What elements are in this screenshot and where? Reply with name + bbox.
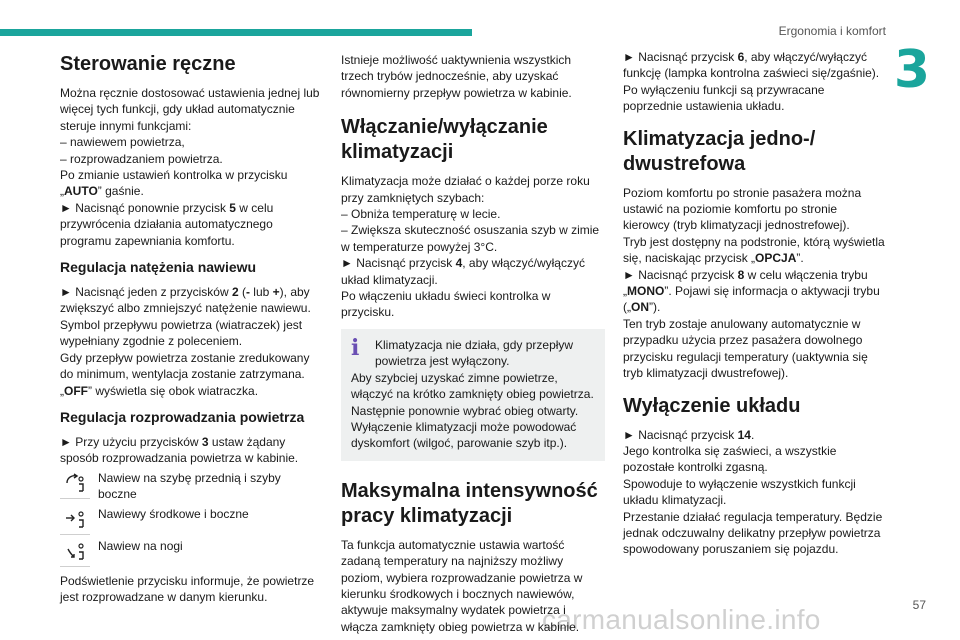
paragraph: Po wyłączeniu funkcji są przywracane poprzednie ustawienia układu. [623, 82, 825, 114]
feet-vent-icon [60, 537, 90, 567]
paragraph: Gdy przepływ powietrza zostanie zredukowany do minimum, wentylacja zostanie zatrzymana. [60, 350, 310, 382]
instruction: ► Nacisnąć ponownie przycisk 5 w celu przywrócenia działania automatycznego programu zapewniania komfortu. [60, 200, 274, 248]
info-text: Wyłączenie klimatyzacji może powodować dyskomfort (wilgoć, parowanie szyb itp.). [351, 419, 577, 451]
column-2 [341, 52, 605, 635]
list-item: – Obniża temperaturę w lecie. [341, 207, 501, 222]
heading-air-distribution: Regulacja rozprowadzania powietrza [60, 408, 305, 425]
instruction: ► Nacisnąć przycisk 14. [623, 427, 755, 442]
paragraph: Poziom komfortu po stronie pasażera można ustawić na poziomie komfortu po stronie kierowcy (tryb klimatyzacji jednostrefowej). [623, 185, 862, 233]
instruction: ► Nacisnąć przycisk 4, aby włączyć/wyłączyć układ klimatyzacji. [341, 256, 585, 287]
info-text: Aby szybciej uzyskać zimne powietrze, włączyć na krótko zamknięty obieg powietrza. Następnie ponownie wybrać obieg otwarty. [351, 370, 594, 418]
instruction: ► Przy użyciu przycisków 3 ustaw żądany sposób rozprowadzania powietrza w kabinie. [60, 434, 299, 466]
heading-manual-control: Sterowanie ręczne [60, 53, 236, 75]
heading-max-ac: Maksymalna intensywność pracy klimatyzacji [341, 479, 598, 527]
heading-ac-on-off: Włączanie/wyłączanie klimatyzacji [341, 116, 548, 164]
vent-option-feet [60, 537, 322, 567]
windshield-vent-icon [60, 469, 90, 499]
paragraph: Symbol przepływu powietrza (wiatraczek) jest wypełniany zgodnie z poleceniem. [60, 317, 303, 349]
list-item: – nawiewem powietrza, [60, 135, 185, 150]
paragraph: Podświetlenie przycisku informuje, że powietrze jest rozprowadzane w danym kierunku. [60, 573, 315, 604]
chapter-number: 3 [893, 40, 930, 100]
heading-single-dual-zone: Klimatyzacja jedno-/ dwustrefowa [623, 127, 816, 175]
paragraph: Ta funkcja automatycznie ustawia wartość zadaną temperatury na najniższy możliwy poziom, wybiera rozprowadzanie powietrza w kierunku środkowych i bocznych nawiewów, aktywuje maksymalny wydatek powietrza i włącza zamknięty obieg powietrza w kabinie. [341, 537, 583, 634]
paragraph: Po włączeniu układu świeci kontrolka w przycisku. [341, 289, 551, 320]
section-title: Ergonomia i komfort [778, 24, 886, 38]
watermark: carmanualsonline.info [542, 604, 821, 635]
paragraph: Istnieje możliwość uaktywnienia wszystkich trzech trybów jednocześnie, aby uzyskać równomierny przepływ powietrza w kabinie. [341, 53, 572, 100]
header-accent-bar [0, 29, 472, 36]
paragraph: Można ręcznie dostosować ustawienia jednej lub więcej tych funkcji, gdy układ automatycznie steruje innymi funkcjami: [60, 86, 320, 133]
vent-option-windshield [60, 469, 322, 503]
instruction: ► Nacisnąć przycisk 8 w celu włączenia trybu „MONO”. Pojawi się informacja o aktywacji trybu („ON”). [623, 267, 880, 315]
paragraph: Ten tryb zostaje anulowany automatycznie w przypadku użycia przez pasażera dowolnego przycisku regulacji temperatury (uaktywnia się tryb klimatyzacji dwustrefowej). [623, 316, 868, 381]
column-3 [623, 49, 885, 558]
center-vent-icon [60, 505, 90, 535]
vent-label: Nawiewy środkowe i boczne [98, 506, 249, 521]
info-text: Klimatyzacja nie działa, gdy przepływ powietrza jest wyłączony. [375, 337, 574, 369]
paragraph: Jego kontrolka się zaświeci, a wszystkie pozostałe kontrolki zgasną. [623, 443, 837, 475]
info-box [341, 329, 605, 461]
info-icon: i [351, 334, 360, 361]
vent-option-center [60, 505, 322, 535]
paragraph: „OFF” wyświetla się obok wiatraczka. [60, 383, 259, 398]
paragraph: Klimatyzacja może działać o każdej porze roku przy zamkniętych szybach: [341, 174, 590, 205]
list-item: – Zwiększa skuteczność osuszania szyb w zimie w temperaturze powyżej 3°C. [341, 223, 600, 254]
column-1 [60, 52, 322, 605]
instruction: ► Nacisnąć jeden z przycisków 2 (- lub +), aby zwiększyć albo zmniejszyć natężenie nawiewu. [60, 285, 311, 316]
paragraph: Spowoduje to wyłączenie wszystkich funkcji układu klimatyzacji. [623, 476, 856, 508]
vent-label: Nawiew na szybę przednią i szyby boczne [98, 470, 281, 502]
list-item: – rozprowadzaniem powietrza. [60, 151, 223, 166]
paragraph: Po zmianie ustawień kontrolka w przycisku „AUTO” gaśnie. [60, 168, 288, 199]
paragraph: Przestanie działać regulacja temperatury. Będzie jednak odczuwalny delikatny przepływ powietrza spowodowany poruszaniem się pojazdu. [623, 509, 883, 557]
vent-label: Nawiew na nogi [98, 538, 183, 553]
heading-system-off: Wyłączenie układu [623, 394, 801, 417]
paragraph: Tryb jest dostępny na podstronie, którą wyświetla się, naciskając przycisk „OPCJA”. [623, 234, 885, 266]
heading-airflow: Regulacja natężenia nawiewu [60, 259, 257, 276]
page-number: 57 [912, 598, 926, 612]
instruction: ► Nacisnąć przycisk 6, aby włączyć/wyłączyć funkcję (lampka kontrolna zaświeci się/zgaśnie). [623, 50, 880, 81]
